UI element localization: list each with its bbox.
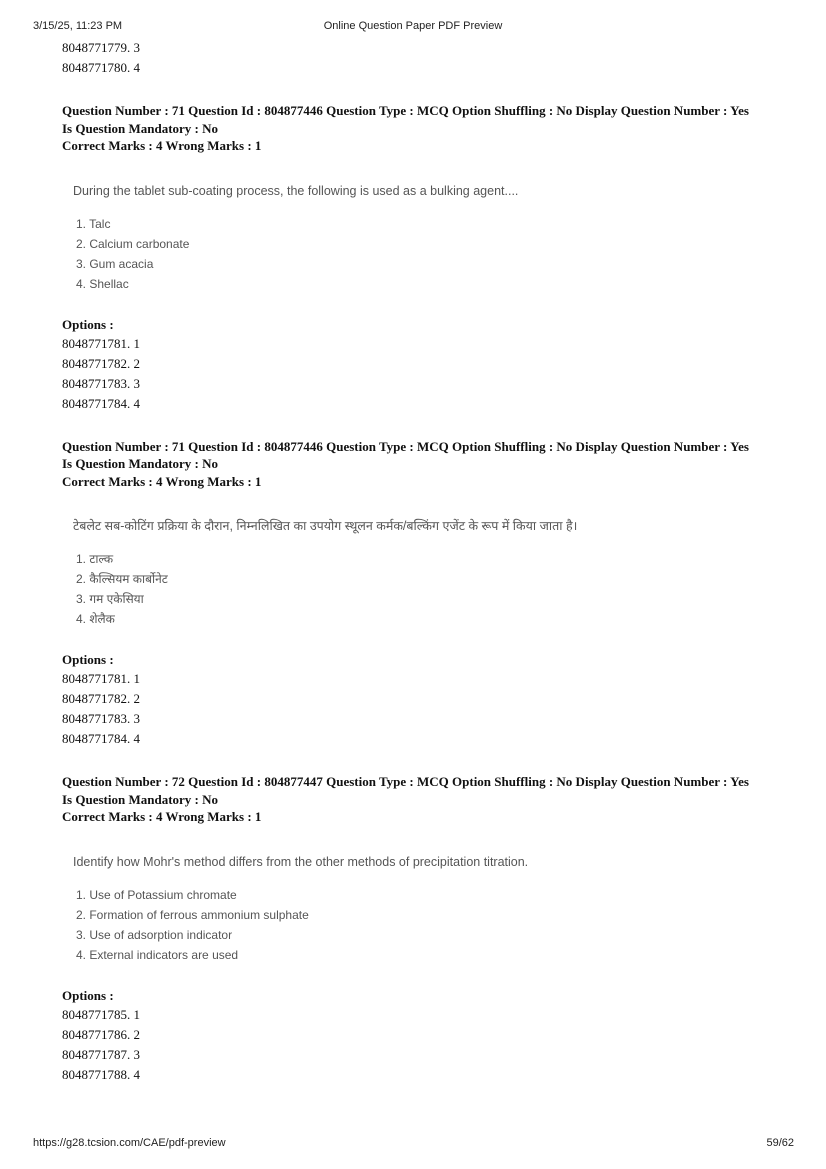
print-header [0,20,826,34]
choice-item: 1. टाल्क [76,552,114,566]
options-heading: Options : [62,987,114,1003]
option-line: 8048771787. 3 [62,1046,140,1062]
question-text: Identify how Mohr's method differs from the other methods of precipitation titration. [73,854,529,869]
choice-item: 2. कैल्सियम कार्बोनेट [76,572,168,586]
option-line: 8048771779. 3 [62,40,140,55]
question-image [62,517,782,629]
option-line: 8048771782. 2 [62,355,140,371]
print-title: Online Question Paper PDF Preview [323,20,503,32]
question-block [62,773,782,1085]
mandatory-line: Is Question Mandatory : No [62,456,219,471]
option-line: 8048771784. 4 [62,731,140,746]
option-line: 8048771783. 3 [62,375,140,391]
question-meta-line: Question Number : 72 Question Id : 804877447 Question Type : MCQ Option Shuffling : No Display Question Number : Yes [62,774,749,789]
choice-item: 3. Use of adsorption indicator [76,927,233,942]
choice-item: 4. शेलैक [76,612,115,626]
option-line: 8048771782. 2 [62,691,140,706]
options-heading: Options : [62,316,114,332]
option-line: 8048771785. 1 [62,1006,140,1022]
option-line: 8048771786. 2 [62,1026,140,1042]
choice-item: 1. Use of Potassium chromate [76,887,237,902]
option-line: 8048771788. 4 [62,1066,140,1082]
question-text: During the tablet sub-coating process, the following is used as a bulking agent.... [73,183,519,198]
carryover-options [62,38,782,78]
mandatory-line: Is Question Mandatory : No [62,120,219,136]
choice-item: 3. Gum acacia [76,256,154,271]
choice-item: 2. Formation of ferrous ammonium sulphate [76,907,309,922]
mandatory-line: Is Question Mandatory : No [62,791,219,807]
choice-item: 4. External indicators are used [76,947,239,962]
print-footer [0,1137,826,1151]
option-line: 8048771783. 3 [62,711,140,726]
option-line: 8048771780. 4 [62,60,140,75]
choice-item: 4. Shellac [76,276,129,291]
choice-item: 2. Calcium carbonate [76,236,190,251]
choice-item: 3. गम एकेसिया [76,592,144,606]
question-block [62,102,782,414]
option-line: 8048771781. 1 [62,335,140,351]
choice-item: 1. Talc [76,216,111,231]
marks-line: Correct Marks : 4 Wrong Marks : 1 [62,138,262,153]
question-text: टेबलेट सब-कोटिंग प्रक्रिया के दौरान, निम्नलिखित का उपयोग स्थूलन कर्मक/बल्किंग एजेंट के रूप में किया जाता है। [73,519,578,533]
marks-line: Correct Marks : 4 Wrong Marks : 1 [62,473,262,489]
marks-line: Correct Marks : 4 Wrong Marks : 1 [62,809,262,824]
question-block [62,438,782,750]
question-paper-content [62,38,782,1085]
option-line: 8048771784. 4 [62,395,140,411]
page-number: 59/62 [766,1137,794,1149]
question-image [62,182,782,294]
print-datetime: 3/15/25, 11:23 PM [33,20,123,32]
page-url: https://g28.tcsion.com/CAE/pdf-preview [33,1137,226,1149]
question-image [62,853,782,965]
question-meta-line: Question Number : 71 Question Id : 804877446 Question Type : MCQ Option Shuffling : No Display Question Number : Yes [62,103,749,118]
question-meta-line: Question Number : 71 Question Id : 804877446 Question Type : MCQ Option Shuffling : No Display Question Number : Yes [62,438,749,454]
option-line: 8048771781. 1 [62,671,140,686]
options-heading: Options : [62,652,114,667]
